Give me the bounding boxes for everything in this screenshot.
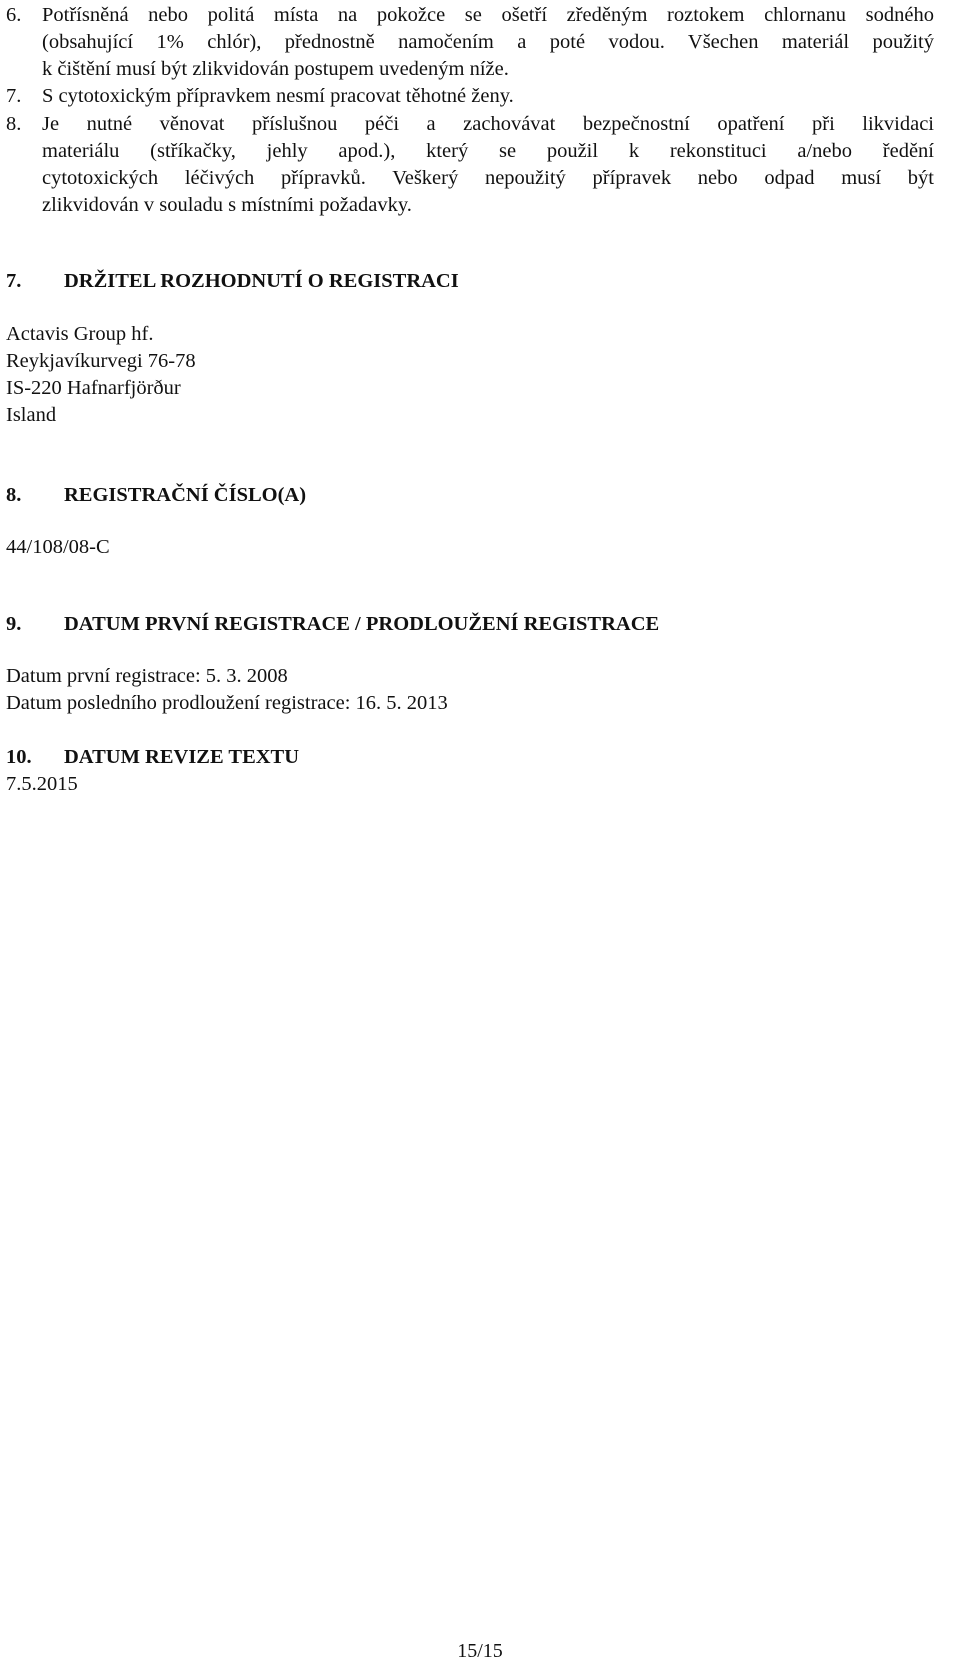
registration-number: 44/108/08-C (6, 536, 110, 558)
section-title: DATUM REVIZE TEXTU (64, 746, 300, 768)
section-title: REGISTRAČNÍ ČÍSLO(A) (64, 484, 307, 506)
list-item-number: 8. (6, 113, 22, 135)
list-item-text-line: materiálu (stříkačky, jehly apod.), který se použil k rekonstituci a/nebo ředění (42, 140, 934, 162)
mah-country: Island (6, 404, 57, 426)
list-item-text-line: Je nutné věnovat příslušnou péči a zachovávat bezpečnostní opatření při likvidaci (42, 113, 934, 135)
list-item-text-line: Potřísněná nebo politá místa na pokožce se ošetří zředěným roztokem chlornanu sodného (42, 4, 934, 26)
mah-street: Reykjavíkurvegi 76-78 (6, 350, 196, 372)
mah-city: IS-220 Hafnarfjörður (6, 377, 181, 399)
list-item-text-line: (obsahující 1% chlór), přednostně namočením a poté vodou. Všechen materiál použitý (42, 31, 934, 53)
last-renewal-date: Datum posledního prodloužení registrace: 16. 5. 2013 (6, 692, 448, 714)
list-item-number: 6. (6, 4, 22, 26)
section-8-heading (6, 484, 306, 507)
section-number: 10. (6, 746, 32, 768)
section-number: 7. (6, 270, 22, 292)
list-item-number: 7. (6, 85, 22, 107)
section-number: 9. (6, 613, 22, 635)
section-title: DRŽITEL ROZHODNUTÍ O REGISTRACI (64, 270, 459, 292)
revision-date: 7.5.2015 (6, 773, 78, 795)
first-registration-date: Datum první registrace: 5. 3. 2008 (6, 665, 288, 687)
list-item-text-line: k čištění musí být zlikvidován postupem uvedeným níže. (42, 58, 509, 80)
section-number: 8. (6, 484, 22, 506)
mah-name: Actavis Group hf. (6, 323, 154, 345)
list-item-text-line: cytotoxických léčivých přípravků. Veškerý nepoužitý přípravek nebo odpad musí být (42, 167, 934, 189)
section-9-heading (6, 613, 659, 636)
list-item-text-line: zlikvidován v souladu s místními požadavky. (42, 194, 412, 216)
section-10-heading (6, 746, 299, 769)
section-7-heading (6, 270, 459, 293)
list-item-text-line: S cytotoxickým přípravkem nesmí pracovat těhotné ženy. (42, 85, 514, 107)
section-title: DATUM PRVNÍ REGISTRACE / PRODLOUŽENÍ REGISTRACE (64, 613, 660, 635)
page-number: 15/15 (457, 1640, 503, 1662)
